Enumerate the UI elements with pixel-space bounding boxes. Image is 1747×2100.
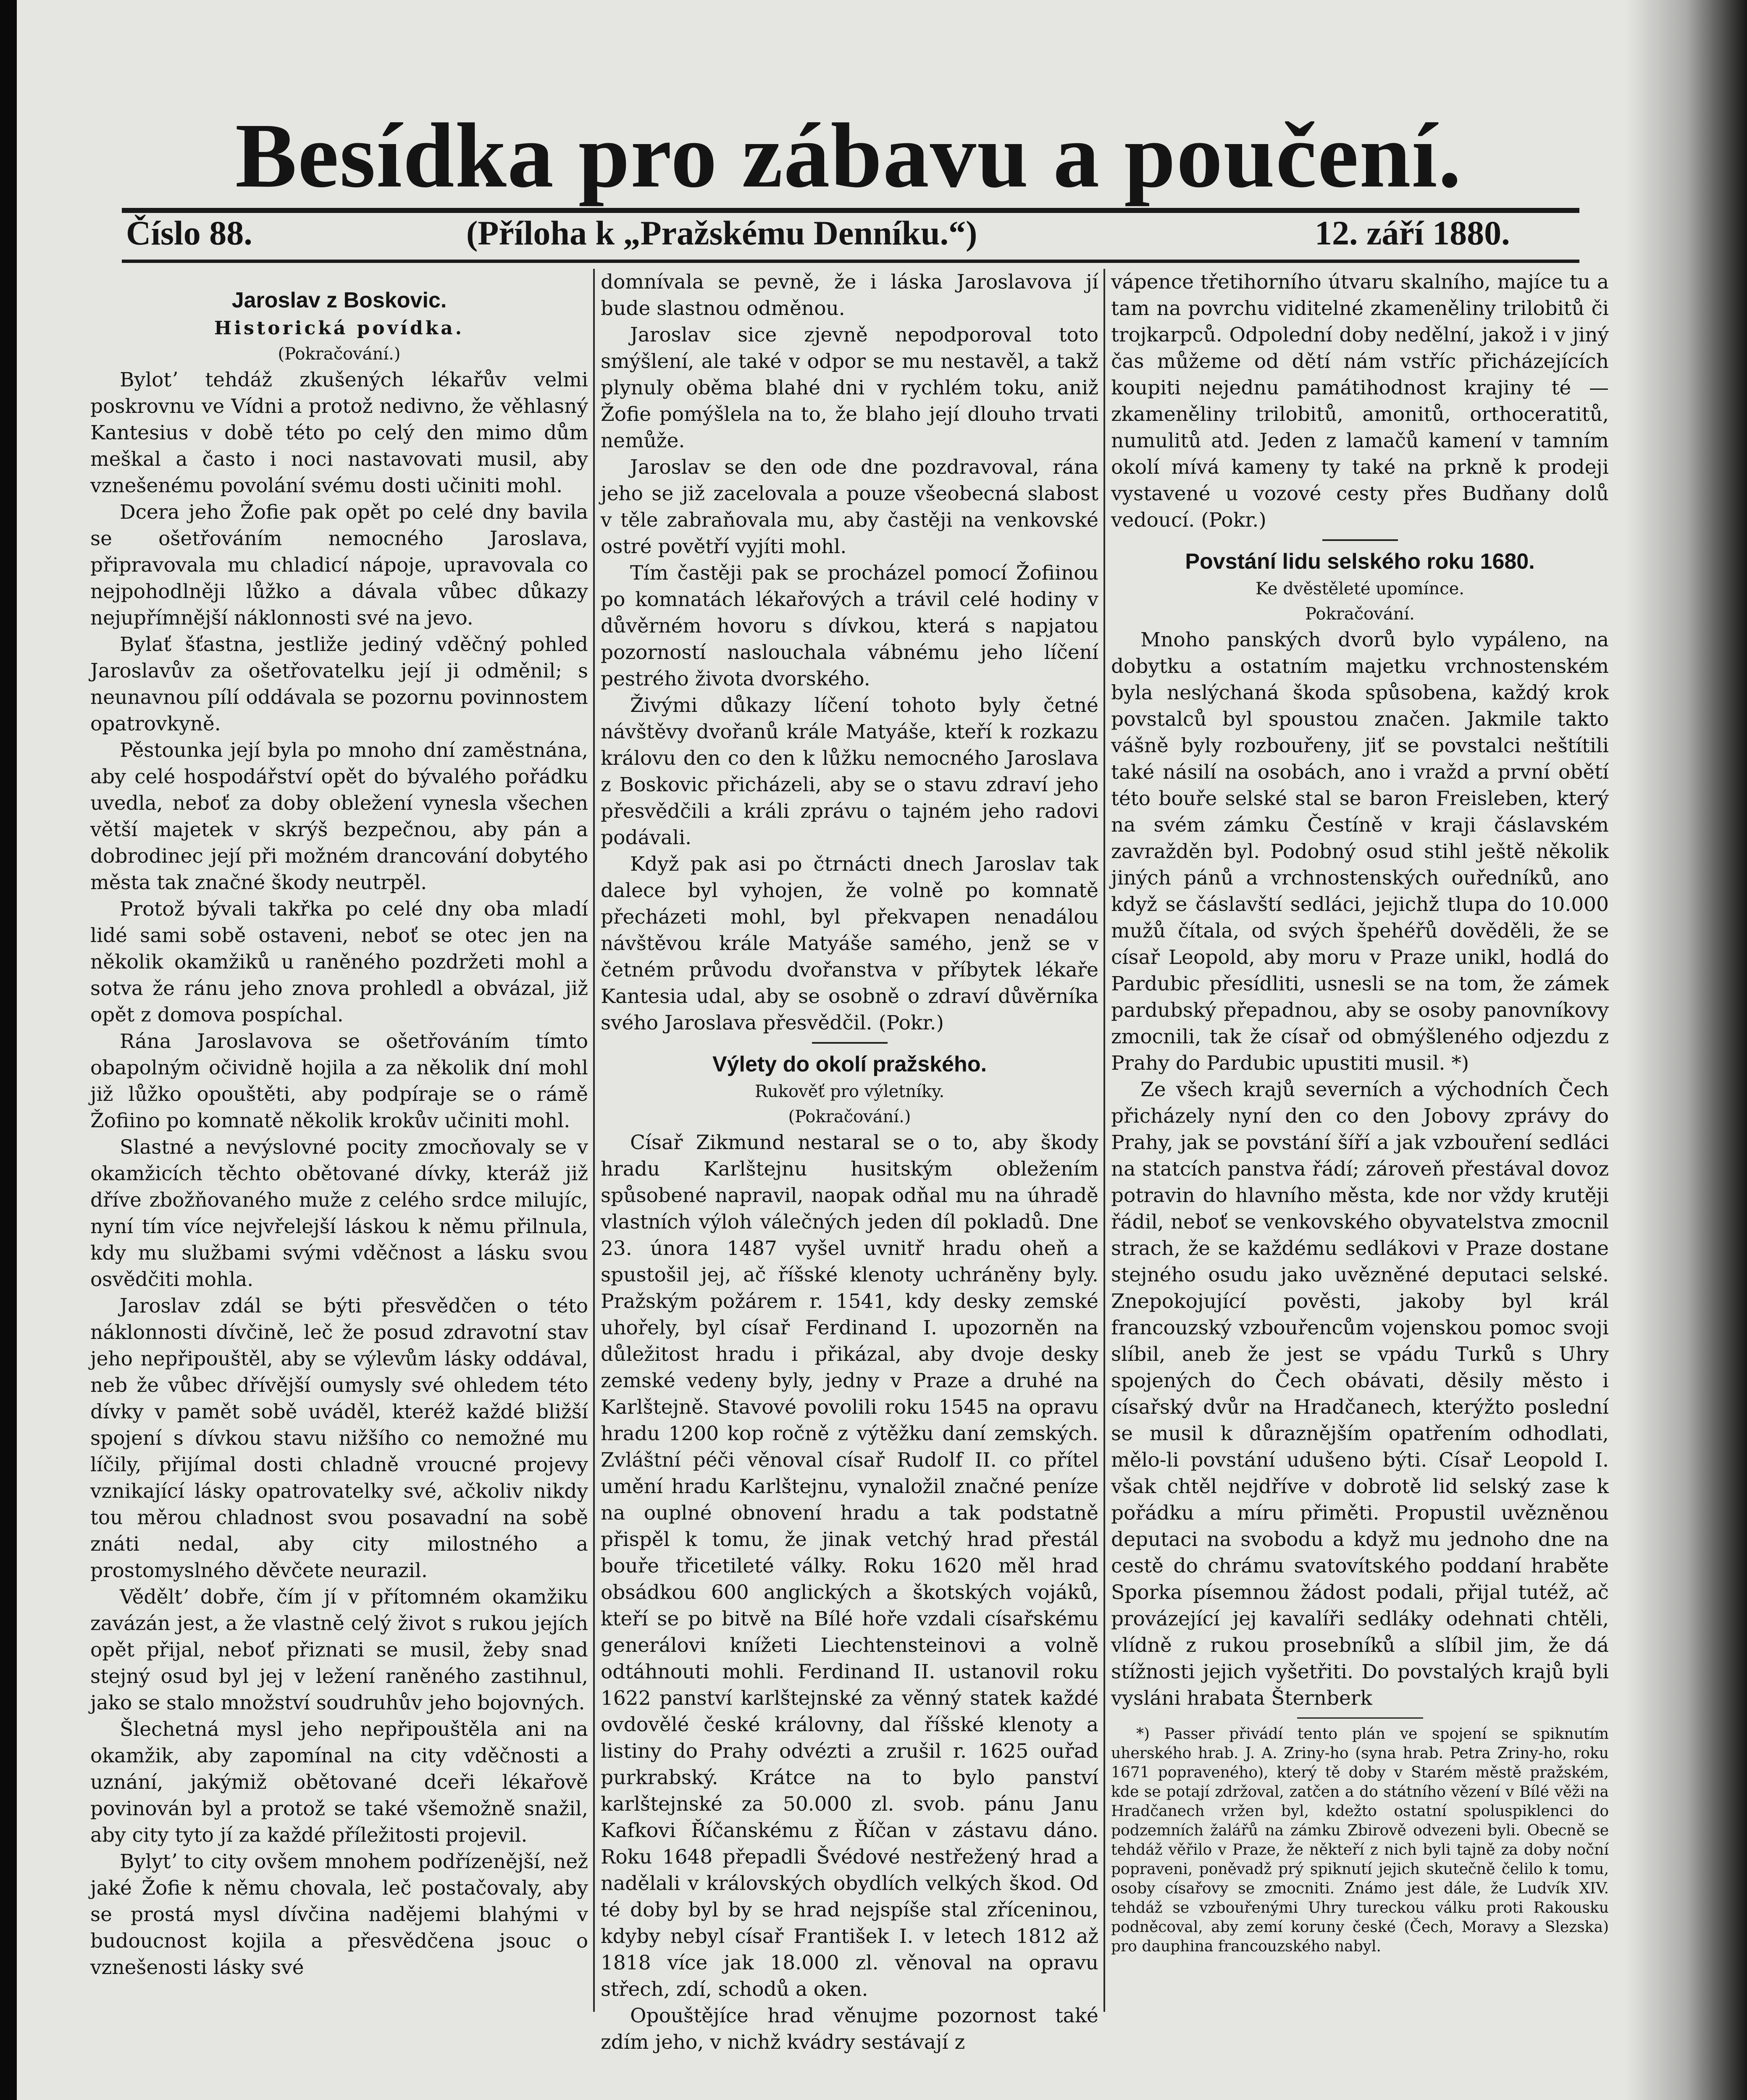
paragraph: Tím častěji pak se procházel pomocí Žofiinou po komnatách lékařových a trávil celé hodiny v důvěrném hovoru s dívkou, která s napjatou pozorností naslouchala vábnému jeho líčení pestrého života dvorského. — [601, 562, 1098, 690]
column-1 — [90, 269, 588, 1981]
article-subtitle: Rukověť pro výletníky. — [754, 1082, 945, 1101]
issue-date: 12. září 1880. — [1315, 214, 1510, 252]
paragraph: Pěstounka její byla po mnoho dní zaměstnána, aby celé hospodářství opět do bývalého pořádku uvedla, neboť za doby obležení vynesla všechen větší majetek v skrýš bezpečnou, aby pán a dobrodinec její při možném drancování dobytého města tak značné škody neutrpěl. — [90, 739, 588, 894]
paragraph: Rána Jaroslavova se ošetřováním tímto obapolným očividně hojila a za několik dní mohl již lůžko opouštěti, aby podpíraje se o rámě Žofiino po komnatě několik krokův učiniti mohl. — [90, 1030, 588, 1132]
paragraph: Císař Zikmund nestaral se o to, aby škody hradu Karlštejnu husitským obležením spůsobené napravil, naopak odňal mu na úhradě vlastních výloh válečných jeden díl pokladů. Dne 23. února 1487 vyšel uvnitř hradu oheň a spustošil jej, ač říšské klenoty uchráněny byly. Pražským požárem r. 1541, kdy desky zemské uhořely, byl císař Ferdinand I. upozorněn na důležitost hradu i přikázal, aby dvoje desky zemské vedeny byly, jedny v Praze a druhé na Karlštejně. Stavové povolili roku 1545 na opravu hradu 1200 kop ročně z výtěžku daní zemských. Zvláštní péči věnoval císař Rudolf II. co přítel umění hradu Karlštejnu, vynaložil značné peníze na ouplné obnovení hradu a tak podstatně přispěl k tomu, že jinak vetchý hrad přestál bouře třicetileté války. Roku 1620 měl hrad obsádkou 600 anglických a škotských vojáků, kteří se po bitvě na Bílé hoře vzdali císařskému generálovi knížeti Liechtensteinovi a volně odtáhnouti mohli. Ferdinand II. ustanovil roku 1622 panství karlštejnské za věnný statek každé ovdovělé české královny, dal říšské klenoty a listiny do Prahy odvézti a zrušil r. 1625 ouřad purkrabský. Krátce na to bylo panství karlštejnské za 50.000 zl. svob. pánu Janu Kafkovi Říčanskému z Říčan v zástavu dáno. Roku 1648 přepadli Švédové nestřežený hrad a nadělali v královských obydlích velkých škod. Od té doby byl by se hrad nejspíše stal zříceninou, kdyby nebyl císař František I. v letech 1812 až 1818 více jak 18.000 zl. věnoval na opravu střech, zdí, schodů a oken. — [601, 1131, 1098, 2001]
paragraph: vápence třetihorního útvaru skalního, majíce tu a tam na povrchu viditelné zkameněliny trilobitů či trojkarpců. Odpolední doby nedělní, jakož i v jiný čas můžeme od dětí nám vstříc přicházejících koupiti nejednu památihodnost krajiny té — zkameněliny trilobitů, amonitů, orthoceratitů, numulitů atd. Jeden z lamačů kamení v tamním okolí mívá kameny ty také na prkně k prodeji vystavené u vozové cesty přes Budňany dolů vedoucí. (Pokr.) — [1111, 270, 1609, 532]
paragraph: Jaroslav se den ode dne pozdravoval, rána jeho se již zacelovala a pouze všeobecná slabost v těle zabraňovala mu, aby častěji na venkovské ostré povětří vyjíti mohl. — [601, 456, 1098, 558]
issue-line — [126, 210, 1579, 256]
paragraph: domnívala se pevně, že i láska Jaroslavova jí bude slastnou odměnou. — [601, 270, 1098, 320]
article-title: Výlety do okolí pražského. — [712, 1052, 987, 1076]
section-divider — [812, 1042, 888, 1044]
paragraph: Opouštějíce hrad věnujme pozornost také zdím jeho, v nichž kvádry sestávají z — [601, 2004, 1098, 2054]
masthead-title: Besídka pro zábavu a poučení. — [235, 104, 1462, 207]
issue-number: Číslo 88. — [126, 214, 252, 252]
article-subtitle: Ke dvěstěleté upomínce. — [1256, 579, 1464, 598]
paragraph: Věděltʼ dobře, čím jí v přítomném okamžiku zavázán jest, a že vlastně celý život s rukou jejích opět přijal, neboť přiznati se musil, žeby snad stejný osud byl jej v ležení raněného zastihnul, jako se stalo množství soudruhův jeho bojovných. — [90, 1586, 588, 1714]
paragraph: Jaroslav zdál se býti přesvědčen o této náklonnosti dívčině, leč že posud zdravotní stav jeho nepřipouštěl, aby se výlevům lásky oddával, neb že vůbec dřívější oumysly své ohledem této dívky v pamět sobě uváděl, kteréž každé bližší spojení s dívkou stavu nižšího co nemožné mu líčily, přijímal dosti chladně vroucné projevy vznikající lásky opatrovatelky své, ačkoliv nikdy tou měrou chladnost svou posavadní na sobě znáti nedal, aby city milostného a prostomyslného děvčete neurazil. — [90, 1294, 588, 1582]
paragraph: Slastné a nevýslovné pocity zmocňovaly se v okamžicích těchto obětované dívky, kteráž již dříve zbožňovaného muže z celého srdce milujíc, nyní tím více nejvřelejší láskou k němu přilnula, kdy mu službami svými vděčnost a lásku svou osvědčiti mohla. — [90, 1136, 588, 1291]
paragraph: Ze všech krajů severních a východních Čech přicházely nyní den co den Jobovy zprávy do Prahy, jak se povstání šíří a jak vzbouření sedláci na statcích panstva řádí; zároveň přestával dovoz potravin do hlavního města, kde nor vždy krutěji řádil, neboť se venkovského obyvatelstva zmocnil strach, že se každému sedlákovi v Praze dostane stejného osudu jako uvězněné deputaci selské. Znepokojující pověsti, jakoby byl král francouzský vzbouřencům vojenskou pomoc svoji slíbil, aneb že jest se vpádu Turků s Uhry spojených do Čech obávati, děsily město i císařský dvůr na Hradčanech, kterýžto poslední se musil k důraznějším opatřením odhodlati, mělo-li povstání udušeno býti. Císař Leopold I. však chtěl nejdříve v dobrotě lid selský zase k pořádku a míru přiměti. Propustil uvězněnou deputaci na svobodu a když mu jednoho dne na cestě do chrámu svatovítského poddaní hraběte Sporka písemnou žádost podali, přijal tutéž, ač provázející jej kavalíři sedláky odehnati chtěli, vlídně z rukou prosebníků a slíbil jim, že dá stížnosti jejich vyšetřiti. Do povstalých krajů byli vysláni hrabata Šternberk — [1111, 1078, 1609, 1710]
column-3 — [1111, 269, 1609, 1956]
column-separator — [593, 269, 595, 2012]
paragraph: Bylytʼ to city ovšem mnohem podřízenější, než jaké Žofie k němu chovala, leč postačovaly, aby se prostá mysl dívčina nadějemi blahými v budoucnost kojila a přesvědčena jsouc o vznešenosti lásky své — [90, 1850, 588, 1979]
header-rule-bottom — [122, 260, 1579, 263]
footnote-divider — [1297, 1717, 1423, 1719]
paragraph: Živými důkazy líčení tohoto byly četné návštěvy dvořanů krále Matyáše, kteří k rozkazu královu den co den k lůžku nemocného Jaroslava z Boskovic přicházeli, aby se o stavu zdraví jeho přesvědčili a králi zprávu o tajném jeho radovi podávali. — [601, 694, 1098, 849]
article-title: Povstání lidu selského roku 1680. — [1185, 549, 1535, 574]
paragraph: Protož bývali takřka po celé dny oba mladí lidé sami sobě ostaveni, neboť se otec jen na několik okamžiků u raněného pozdržeti mohl a sotva že ránu jeho znova prohledl a obvázal, již opět z domova pospíchal. — [90, 898, 588, 1026]
paragraph: Bylotʼ tehdáž zkušených lékařův velmi poskrovnu ve Vídni a protož nedivno, že věhlasný Kantesius v době této po celý den mimo dům meškal a často i noci nastavovati musil, aby vznešenému povolání svému dosti učiniti mohl. — [90, 368, 588, 497]
column-separator — [1103, 269, 1105, 2012]
continued-note: (Pokračování.) — [788, 1107, 911, 1126]
column-2 — [601, 269, 1098, 2055]
paragraph: Šlechetná mysl jeho nepřipouštěla ani na okamžik, aby zapomínal na city vděčnosti a uznání, jakýmiž obětované dceři lékařově povinován byl a protož se také všemožně snažil, aby city tyto jí za každé příležitosti projevil. — [90, 1718, 588, 1847]
paragraph: Jaroslav sice zjevně nepodporoval toto smýšlení, ale také v odpor se mu nestavěl, a takž plynuly oběma blahé dni v rychlém toku, aniž Žofie pomýšlela na to, že blaho její dlouho trvati nemůže. — [601, 323, 1098, 452]
continued-note: Pokračování. — [1305, 604, 1415, 624]
section-divider — [1322, 539, 1398, 541]
paragraph: Dcera jeho Žofie pak opět po celé dny bavila se ošetřováním nemocného Jaroslava, připravovala mu chladicí nápoje, upravovala co nejpohodlněji lůžko a dávala vůbec důkazy nejupřímnější náklonnosti své na jevo. — [90, 501, 588, 630]
supplement-label: (Příloha k „Pražskému Denníku.“) — [466, 214, 977, 252]
footnote: *) Passer přivádí tento plán ve spojení se spiknutím uherského hrab. J. A. Zriny-ho (syna hrab. Petra Zriny-ho, roku 1671 popraveného), který tě doby v Starém městě pražském, kde se potají zdržoval, zatčen a do státního vězení v Bílé věži na Hradčanech vržen byl, kdežto ostatní spoluspiklenci do podzemních žalářů na zámku Zbirově odvezeni byli. Obecně se tehdáž věřilo v Praze, že někteří z nich byli tajně za doby noční popraveni, poněvadž prý spiknutí jejich skutečně čelilo k tomu, osoby císařovy se zmocniti. Známo jest dále, že Ludvík XIV. tehdáž se vzbouřenými Uhry tureckou válku proti Rakousku podněcoval, aby zemí koruny české (Čech, Moravy a Slezska) pro dauphina francouzského nabyl. — [1111, 1725, 1609, 1955]
paragraph: Když pak asi po čtrnácti dnech Jaroslav tak dalece byl vyhojen, že volně po komnatě přecházeti mohl, byl překvapen nenadálou návštěvou krále Matyáše samého, jenž se v četném průvodu dvořanstva v příbytek lékaře Kantesia udal, aby se osobně o zdraví důvěrníka svého Jaroslava přesvědčil. (Pokr.) — [601, 853, 1098, 1034]
continued-note: (Pokračování.) — [278, 344, 401, 364]
article-title: Jaroslav z Boskovic. — [231, 288, 447, 312]
article-subtitle: Historická povídka. — [214, 318, 465, 339]
paragraph: Bylať šťastna, jestliže jediný vděčný pohled Jaroslavův za ošetřovatelku její ji odměnil; s neunavnou pílí oddávala se pozornu povinnostem opatrovkyně. — [90, 633, 588, 735]
paragraph: Mnoho panských dvorů bylo vypáleno, na dobytku a ostatním majetku vrchnostenském byla neslýchaná škoda spůsobena, každý krok povstalců byl spoustou značen. Jakmile takto vášně byly rozbouřeny, jiť se povstalci neštítili také násilí na osobách, ano i vražd a první obětí této bouře selské stal se baron Freisleben, který na svém zámku Čestíně v kraji čáslavském zavražděn byl. Podobný osud stihl ještě několik jiných pánů a vrchnostenských ouředníků, ano když se čáslavští sedláci, jejichž tlupa do 10.000 mužů čítala, od svých špehéřů dověděli, že se císař Leopold, aby moru v Praze unikl, hodlá do Pardubic přesídliti, usnesli se na tom, že zámek pardubský přepadnou, aby se osoby panovníkovy zmocnili, tak že císař od obmýšleného odjezdu z Prahy do Pardubic upustiti musil. *) — [1111, 628, 1609, 1075]
